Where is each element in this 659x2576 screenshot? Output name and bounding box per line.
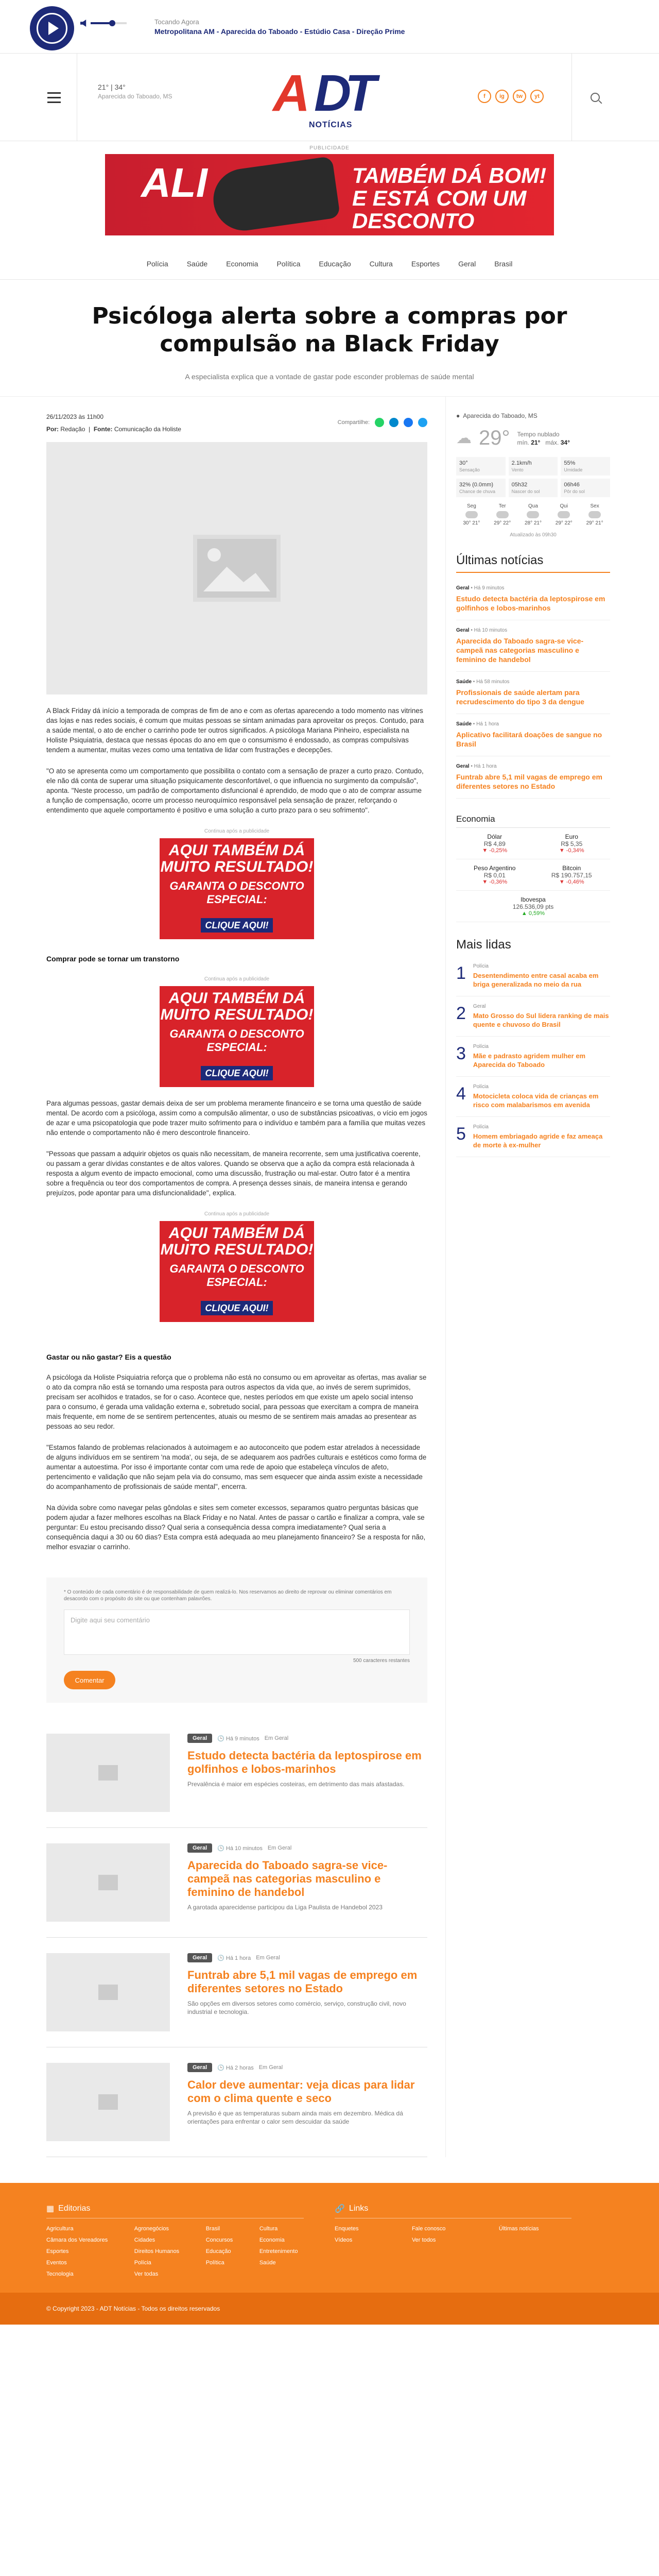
most-read-item[interactable] <box>456 1037 610 1077</box>
article-paragraph: "Estamos falando de problemas relacionados à autoimagem e ao autoconceito que podem estar atrelados à necessidade de alguns indivíduos em se sentirem 'na moda', ou seja, de se adequarem aos padrões culturais e estéticos como forma de aumentar a autoestima. Por isso é importante contar com uma rede de apoio que estabeleça vínculos de afeto, pertencimento e validação que não sejam pela via do consumo, mas sem esquecer que ainda assim existe a necessidade do acompanhamento de profissionais de saúde mental", encerra. <box>46 1444 427 1490</box>
footer-link[interactable]: Cidades <box>134 2237 155 2243</box>
related-meta <box>187 2063 424 2072</box>
weather-stat: 2.1km/h Vento <box>509 457 558 476</box>
latest-category: Geral <box>456 764 470 769</box>
menu-button[interactable] <box>31 54 77 141</box>
latest-category: Saúde <box>456 721 472 727</box>
logo-subtitle: NOTÍCIAS <box>309 121 353 129</box>
nav-item-polícia[interactable]: Polícia <box>146 259 168 268</box>
article-paragraph: Na dúvida sobre como navegar pelas gôndolas e sites sem cometer excessos, separamos quatro perguntas básicas que podem ajudar a fazer melhores escolhas na Black Friday e no Natal. Antes de passar o cartão e finalizar a compra, vale se perguntar: Eu estou precisando disso? Qual seria a consequência dessa compra imediatamente? Qual seria a consequência daqui a 30 ou 60 dias? Esta compra está adequada ao meu planejamento financeiro? Se a resposta for não, melhor esvaziar o carrinho. <box>46 1504 426 1551</box>
related-body <box>187 1953 424 2031</box>
forecast-day-name: Qui <box>560 503 568 509</box>
cloud-icon <box>496 511 509 518</box>
main-content <box>0 397 659 2157</box>
related-body <box>187 1843 424 1922</box>
nav-item-política[interactable]: Política <box>276 259 301 268</box>
footer-link[interactable]: Últimas notícias <box>498 2226 539 2232</box>
latest-category: Saúde <box>456 679 472 685</box>
weather-stat-label: Vento <box>511 467 524 472</box>
footer-link[interactable]: Vídeos <box>335 2237 353 2243</box>
weather-city: Aparecida do Taboado, MS <box>463 412 537 419</box>
most-read-category: Polícia <box>473 1084 489 1090</box>
weather-stat: 55% Umidade <box>561 457 610 476</box>
forecast-day <box>487 503 518 526</box>
related-image <box>46 1843 170 1922</box>
article-paragraph: A psicóloga da Holiste Psiquiatria reforça que o problema não está no consumo ou em aproveitar as ofertas, mas avaliar se o ato da compra não está se tornando uma resposta para outros aspectos da vida que, ao invés de serem suprimidos, precisam ser acolhidos e tratados, se for o caso. Acontece que, nestes períodos em que existe um apelo social intenso para o consumo, é gerada uma validação externa e, sobretudo social, para pessoas que exercitam a compra de maneira mais frequente, em nome de se sentirem pertencentes, atuais ou mesmo de se sentirem mais amadas ao presentear as pessoas ao seu redor. <box>46 1374 427 1430</box>
nav-item-geral[interactable]: Geral <box>458 259 476 268</box>
forecast-day <box>456 503 487 526</box>
weather-updated: Atualizado às 09h30 <box>510 532 557 538</box>
economy-change: ▲ 0,59% <box>521 910 545 917</box>
main-nav <box>0 248 659 280</box>
most-read-category: Polícia <box>473 1124 489 1130</box>
related-title[interactable]: Calor deve aumentar: veja dicas para lidar com o clima quente e seco <box>187 2078 415 2105</box>
whatsapp-icon[interactable] <box>375 418 384 427</box>
footer-link[interactable]: Ver todos <box>411 2237 436 2243</box>
economy-change: ▼ -0,36% <box>482 879 508 885</box>
latest-title[interactable]: Aparecida do Taboado sagra-se vice-campeã nas categorias masculino e feminino de handebol <box>456 637 584 664</box>
latest-category: Geral <box>456 628 470 633</box>
footer-link[interactable]: Concursos <box>205 2237 233 2243</box>
article-image <box>46 442 427 694</box>
latest-meta: Geral • Há 1 hora <box>456 764 497 769</box>
article-source: Comunicação da Holiste <box>114 426 181 433</box>
latest-news-list <box>456 578 610 799</box>
category-badge[interactable]: Geral <box>187 2063 212 2072</box>
footer-editorias-title: ▦ Editorias <box>46 2204 304 2218</box>
economy-item <box>456 891 610 922</box>
ad-message: TAMBÉM DÁ BOM! E ESTÁ COM UM DESCONTO ESPECIAL! <box>352 163 547 256</box>
image-placeholder-icon <box>98 2094 118 2110</box>
weather-forecast <box>456 503 610 526</box>
latest-item[interactable] <box>456 578 610 620</box>
related-item[interactable] <box>46 1828 427 1938</box>
weather-temp: 29° <box>479 427 510 449</box>
most-read-category: Polícia <box>473 1044 489 1049</box>
article-paragraph: "O ato se apresenta como um comportamento que possibilita o contato com a sensação de prazer a curto prazo. Contudo, ele não dá conta de superar uma situação psiquicamente desconfortável, o que influencia no surgimento da compulsão", aponta. "Neste processo, um padrão de comportamento disfuncional é aprendido, de modo que o ato de comprar assume a função de compensação, ocorre um processo neuroquímico responsável pela sensação de prazer, reforçando o entendimento que aquele comportamento é positivo e uma solução a curto prazo para o seu sofrimento". <box>46 767 424 814</box>
footer-link[interactable]: Enquetes <box>335 2226 359 2232</box>
forecast-temps: 28° 21° <box>524 520 542 526</box>
related-time: 🕒 Há 2 horas <box>217 2064 254 2071</box>
telegram-icon[interactable] <box>389 418 398 427</box>
ad-label: PUBLICIDADE <box>309 145 350 151</box>
weather-stat: 30° Sensação <box>456 457 506 476</box>
article-header <box>0 280 659 397</box>
related-section: Em Geral <box>258 2064 283 2071</box>
share-label: Compartilhe: <box>337 419 370 426</box>
cloud-icon <box>527 511 539 518</box>
footer-links-title: 🔗 Links <box>335 2204 571 2218</box>
most-read-title[interactable]: Desentendimento entre casal acaba em briga generalizada no meio da rua <box>473 972 599 988</box>
social-links <box>478 90 544 103</box>
forecast-temps: 29° 21° <box>586 520 603 526</box>
most-read-item[interactable] <box>456 1117 610 1157</box>
economy-widget <box>456 814 610 922</box>
latest-meta: Geral • Há 9 minutos <box>456 585 505 591</box>
latest-meta: Geral • Há 10 minutos <box>456 628 508 633</box>
most-read-title: Mais lidas <box>456 938 511 952</box>
search-button[interactable] <box>571 54 618 141</box>
weather-stat-label: Nascer do sol <box>511 489 540 494</box>
most-read-rank: 4 <box>456 1084 466 1104</box>
facebook-share-icon[interactable] <box>404 418 413 427</box>
economy-change: ▼ -0,25% <box>482 848 508 854</box>
latest-title[interactable]: Funtrab abre 5,1 mil vagas de emprego em diferentes setores no Estado <box>456 773 602 790</box>
footer-link[interactable]: Brasil <box>205 2226 220 2232</box>
weather-desc: Tempo nublado <box>517 430 560 438</box>
weather-details <box>456 457 610 497</box>
forecast-temps: 29° 22° <box>555 520 573 526</box>
most-read-rank: 5 <box>456 1124 466 1144</box>
volume-slider[interactable] <box>91 22 127 24</box>
economy-name: Euro <box>565 833 578 840</box>
economy-value: R$ 4,89 <box>483 840 506 848</box>
forecast-day-name: Seg <box>467 503 476 509</box>
footer-link[interactable]: Saúde <box>259 2260 276 2266</box>
most-read-title[interactable]: Mato Grosso do Sul lidera ranking de mais quente e chuvoso do Brasil <box>473 1012 609 1028</box>
forecast-temps: 29° 22° <box>494 520 511 526</box>
footer-link[interactable]: Direitos Humanos <box>134 2248 180 2255</box>
economy-name: Dólar <box>487 833 502 840</box>
nav-item-cultura[interactable]: Cultura <box>369 259 393 268</box>
latest-item[interactable] <box>456 756 610 799</box>
image-placeholder-icon <box>193 535 281 602</box>
site-logo[interactable]: A D T NOTÍCIAS <box>273 64 377 129</box>
comment-disclaimer: * O conteúdo de cada comentário é de responsabilidade de quem realizá-lo. Nos reservamos ao direito de reprovar ou eliminar comentários em desacordo com o propósito do site ou que contenham palavrões. <box>64 1589 392 1602</box>
weather-stat: 06h46 Pôr do sol <box>561 479 610 497</box>
related-image <box>46 1734 170 1812</box>
forecast-day <box>518 503 549 526</box>
most-read-rank: 2 <box>456 1004 466 1023</box>
article-paragraph: A Black Friday dá início a temporada de compras de fim de ano e com as ofertas aparecendo a todo momento nas vitrines das lojas e nas redes sociais, é comum que muitas pessoas se sintam animadas para aproveitar os preços. Contudo, para a saúde mental, o ato de encher o carrinho pode ter outros significados. A psicóloga Mariana Pinheiro, especialista na Holiste Psiquiatria, destaca que nessas épocas do ano em que o consumismo é endossado, as compras compulsivas tendem a aumentar, muitas vezes como uma tentativa de lidar com frustrações e decepções. <box>46 707 424 754</box>
ad-cta-button[interactable]: CLIQUE AQUI! <box>201 918 273 933</box>
search-icon <box>591 93 600 102</box>
economy-value: R$ 0,01 <box>483 872 506 879</box>
play-button[interactable] <box>30 6 74 50</box>
nav-item-brasil[interactable]: Brasil <box>494 259 513 268</box>
economy-item <box>533 859 611 891</box>
copyright: © Copyright 2023 - ADT Notícias - Todos os direitos reservados <box>0 2293 659 2325</box>
related-desc: A previsão é que as temperaturas subam ainda mais em dezembro. Médica dá orientações para enfrentar o calor sem descuidar da saúde <box>187 2110 403 2125</box>
economy-item <box>456 828 533 859</box>
related-image <box>46 1953 170 2031</box>
twitter-icon[interactable]: tw <box>513 90 526 103</box>
nav-item-saúde[interactable]: Saúde <box>186 259 208 268</box>
latest-title[interactable]: Estudo detecta bactéria da leptospirose em golfinhos e lobos-marinhos <box>456 595 605 612</box>
forecast-day-name: Ter <box>498 503 506 509</box>
economy-change: ▼ -0,34% <box>559 848 584 854</box>
top-ad-banner[interactable] <box>105 154 554 256</box>
related-time: 🕒 Há 10 minutos <box>217 1845 263 1852</box>
instagram-icon[interactable]: ig <box>495 90 509 103</box>
sidebar <box>445 397 610 2157</box>
weather-stat-label: Sensação <box>459 467 480 472</box>
comment-input[interactable]: Digite aqui seu comentário <box>64 1609 410 1655</box>
related-news <box>46 1718 427 2157</box>
related-meta <box>187 1843 424 1853</box>
most-read-rank: 3 <box>456 1044 466 1063</box>
footer-link[interactable]: Câmara dos Vereadores <box>46 2237 108 2243</box>
nav-item-esportes[interactable]: Esportes <box>411 259 440 268</box>
latest-item[interactable] <box>456 672 610 714</box>
radio-player-bar <box>0 0 659 54</box>
forecast-day <box>548 503 579 526</box>
most-read-rank: 1 <box>456 963 466 983</box>
footer-link[interactable]: Fale conosco <box>411 2226 446 2232</box>
article-subtitle: A especialista explica que a vontade de gastar pode esconder problemas de saúde mental <box>185 372 474 381</box>
related-body <box>187 2063 424 2141</box>
economy-title: Economia <box>456 814 610 828</box>
most-read-category: Polícia <box>473 963 489 969</box>
article-title: Psicóloga alerta sobre a compras por compulsão na Black Friday <box>92 303 567 357</box>
article-paragraph: "Pessoas que passam a adquirir objetos os quais não necessitam, de maneira recorrente, sem uma justificativa coerente, ou passam a gerar dívidas constantes e de altos valores. Quando se observa que a ação da compra está relacionada à resposta a algum evento de impacto emocional, como uma discussão, frustração ou mal-estar. Outro fator é a mentira sobre a frequência ou teor dos comportamentos de compra. A presença desses sinais, de maneira intensa e gerando prejuízos, pode apontar para uma disfuncionalidade", explica. <box>46 1150 421 1197</box>
weather-stat-label: Umidade <box>564 467 583 472</box>
related-meta <box>187 1953 424 1962</box>
header-weather-city: Aparecida do Taboado, MS <box>98 93 172 100</box>
most-read-item[interactable] <box>456 956 610 996</box>
related-item[interactable] <box>46 1718 427 1828</box>
related-desc: A garotada aparecidense participou da Liga Paulista de Handebol 2023 <box>187 1904 383 1911</box>
weather-widget: ● Aparecida do Taboado, MS ☁ 29° Tempo nublado mín. 21° máx. 34° 30° Sensação 2.1km/h Vento 55% Umidade 32% (0.0mm) Chance de chuva 05h32 Nascer do sol 06h46 Pôr do sol Seg 30° 21° Ter 29° 22° Qua 28° 21° Qui 29° 22° Sex 29° 21° Atualizado às 09h30 <box>456 412 610 538</box>
economy-name: Peso Argentino <box>474 865 516 872</box>
speaker-icon <box>80 20 88 27</box>
category-badge[interactable]: Geral <box>187 1734 212 1743</box>
article-meta: 26/11/2023 às 11h00 Por: Redação | Fonte: Comunicação da Holiste Compartilhe: <box>46 412 427 433</box>
latest-category: Geral <box>456 585 470 591</box>
economy-name: Bitcoin <box>562 865 581 872</box>
related-item[interactable] <box>46 2047 427 2157</box>
cloud-icon <box>588 511 601 518</box>
site-header <box>0 54 659 141</box>
most-read-body <box>473 963 610 989</box>
footer-link[interactable]: Educação <box>205 2248 231 2255</box>
inline-ad[interactable]: Continua após a publicidade AQUI TAMBÉM DÁ MUITO RESULTADO! GARANTA O DESCONTO ESPECIAL: CLIQUE AQUI! <box>46 828 427 939</box>
play-icon <box>37 13 67 44</box>
site-footer <box>0 2183 659 2293</box>
latest-news-title: Últimas notícias <box>456 553 610 573</box>
most-read-body <box>473 1044 610 1069</box>
facebook-icon[interactable]: f <box>478 90 491 103</box>
most-read-body <box>473 1124 610 1149</box>
nav-item-economia[interactable]: Economia <box>226 259 258 268</box>
economy-item <box>533 828 611 859</box>
forecast-day <box>579 503 610 526</box>
footer-link[interactable]: Polícia <box>134 2260 151 2266</box>
related-title[interactable]: Aparecida do Taboado sagra-se vice-campeã nas categorias masculino e feminino de handebol <box>187 1859 388 1899</box>
latest-title[interactable]: Profissionais de saúde alertam para recrudescimento do tipo 3 da dengue <box>456 688 584 706</box>
cloud-icon <box>558 511 570 518</box>
article-body <box>46 706 427 1552</box>
latest-meta: Saúde • Há 58 minutos <box>456 679 510 685</box>
now-playing-title: Metropolitana AM - Aparecida do Taboado - Estúdio Casa - Direção Prime <box>154 27 405 36</box>
most-read-title[interactable]: Homem embriagado agride e faz ameaça de morte à ex-mulher <box>473 1132 603 1149</box>
comment-counter: 500 caracteres restantes <box>353 1658 410 1664</box>
most-read-item[interactable] <box>456 996 610 1037</box>
related-meta <box>187 1734 424 1743</box>
most-read-body <box>473 1004 610 1029</box>
youtube-icon[interactable]: yt <box>530 90 544 103</box>
footer-link[interactable]: Entretenimento <box>259 2248 298 2255</box>
related-body <box>187 1734 424 1812</box>
ad-cta-button[interactable]: CLIQUE AQUI! <box>201 1301 273 1315</box>
ad-cta-button[interactable]: CLIQUE AQUI! <box>201 1066 273 1080</box>
footer-link[interactable]: Ver todas <box>134 2271 159 2277</box>
most-read-body <box>473 1084 610 1109</box>
economy-value: R$ 190.757,15 <box>551 872 592 879</box>
category-badge[interactable]: Geral <box>187 1953 212 1962</box>
footer-link[interactable]: Economia <box>259 2237 285 2243</box>
image-placeholder-icon <box>98 1985 118 2000</box>
forecast-day-name: Sex <box>590 503 599 509</box>
most-read-item[interactable] <box>456 1077 610 1117</box>
footer-link[interactable]: Tecnologia <box>46 2271 74 2277</box>
weather-stat-label: Pôr do sol <box>564 489 585 494</box>
inline-ad[interactable]: Continua após a publicidade AQUI TAMBÉM DÁ MUITO RESULTADO! GARANTA O DESCONTO ESPECIAL: CLIQUE AQUI! <box>46 976 427 1087</box>
most-read-list <box>456 956 610 1157</box>
latest-title[interactable]: Aplicativo facilitará doações de sangue no Brasil <box>456 731 602 748</box>
latest-item[interactable] <box>456 620 610 672</box>
now-playing <box>154 18 405 36</box>
link-icon: 🔗 <box>335 2205 345 2213</box>
related-time: 🕒 Há 9 minutos <box>217 1735 259 1742</box>
economy-value: 126.536,09 pts <box>512 903 554 910</box>
related-desc: Prevalência é maior em espécies costeiras, em detrimento das mais afastadas. <box>187 1781 405 1788</box>
forecast-temps: 30° 21° <box>463 520 480 526</box>
related-title[interactable]: Estudo detecta bactéria da leptospirose em golfinhos e lobos-marinhos <box>187 1749 422 1775</box>
weather-stat-label: Chance de chuva <box>459 489 496 494</box>
cloud-icon <box>465 511 478 518</box>
footer-link[interactable]: Agricultura <box>46 2226 74 2232</box>
image-placeholder-icon <box>98 1765 118 1781</box>
hamburger-icon <box>47 92 61 94</box>
share-bar <box>338 412 427 433</box>
forecast-day-name: Qua <box>528 503 538 509</box>
economy-value: R$ 5,35 <box>561 840 583 848</box>
related-section: Em Geral <box>267 1845 292 1851</box>
related-title[interactable]: Funtrab abre 5,1 mil vagas de emprego em diferentes setores no Estado <box>187 1969 418 1995</box>
economy-item <box>456 859 533 891</box>
most-read-title[interactable]: Motocicleta coloca vida de crianças em risco com malabarismos em avenida <box>473 1092 599 1109</box>
article-author: Redação <box>60 426 85 433</box>
now-playing-label: Tocando Agora <box>154 18 199 26</box>
header-weather[interactable] <box>98 82 172 101</box>
article-date: 26/11/2023 às 11h00 <box>46 413 103 420</box>
header-weather-temps: 21° | 34° <box>98 83 126 91</box>
cloud-icon: ☁ <box>456 430 472 447</box>
related-item[interactable] <box>46 1938 427 2047</box>
latest-item[interactable] <box>456 714 610 756</box>
volume-control[interactable] <box>80 20 127 27</box>
latest-meta: Saúde • Há 1 hora <box>456 721 499 727</box>
most-read-category: Geral <box>473 1004 486 1009</box>
comment-box <box>46 1578 427 1703</box>
location-icon: ● <box>456 412 460 419</box>
comment-submit-button[interactable]: Comentar <box>64 1671 115 1689</box>
footer-link[interactable]: Esportes <box>46 2248 69 2255</box>
related-section: Em Geral <box>256 1955 280 1961</box>
ad-word: ALI <box>141 160 207 206</box>
nav-item-educação[interactable]: Educação <box>319 259 351 268</box>
economy-change: ▼ -0,46% <box>559 879 584 885</box>
article-column <box>46 397 427 2157</box>
weather-stat: 05h32 Nascer do sol <box>509 479 558 497</box>
most-read-title[interactable]: Mãe e padrasto agridem mulher em Aparecida do Taboado <box>473 1052 586 1069</box>
article-paragraph: Para algumas pessoas, gastar demais deixa de ser um problema meramente financeiro e se torna uma questão de saúde mental. De acordo com a psicóloga, assim como a compulsão alimentar, o uso de substâncias psicoativas, o vício em jogos de azar e uma psicopatologia que pode trazer muito sofrimento para o indivíduo e também para a família que muitas vezes não entende o comportamento não é mero descontrole financeiro. <box>46 1099 427 1137</box>
article-subheading: Gastar ou não gastar? Eis a questão <box>46 1353 171 1361</box>
related-image <box>46 2063 170 2141</box>
grid-icon: ▦ <box>46 2205 55 2213</box>
related-section: Em Geral <box>264 1735 289 1741</box>
ad-shoe-image <box>210 156 340 234</box>
footer-link[interactable]: Política <box>205 2260 224 2266</box>
inline-ad[interactable]: Continua após a publicidade AQUI TAMBÉM DÁ MUITO RESULTADO! GARANTA O DESCONTO ESPECIAL: CLIQUE AQUI! <box>46 1211 427 1322</box>
related-time: 🕒 Há 1 hora <box>217 1955 251 1961</box>
economy-name: Ibovespa <box>521 896 546 903</box>
related-desc: São opções em diversos setores como comércio, serviço, construção civil, novo industrial e tecnologia. <box>187 2000 406 2015</box>
twitter-share-icon[interactable] <box>418 418 427 427</box>
footer-link[interactable]: Agronegócios <box>134 2226 169 2232</box>
category-badge[interactable]: Geral <box>187 1843 212 1853</box>
footer-link[interactable]: Eventos <box>46 2260 67 2266</box>
weather-stat: 32% (0.0mm) Chance de chuva <box>456 479 506 497</box>
footer-link[interactable]: Cultura <box>259 2226 278 2232</box>
image-placeholder-icon <box>98 1875 118 1890</box>
article-subheading: Comprar pode se tornar um transtorno <box>46 955 180 963</box>
